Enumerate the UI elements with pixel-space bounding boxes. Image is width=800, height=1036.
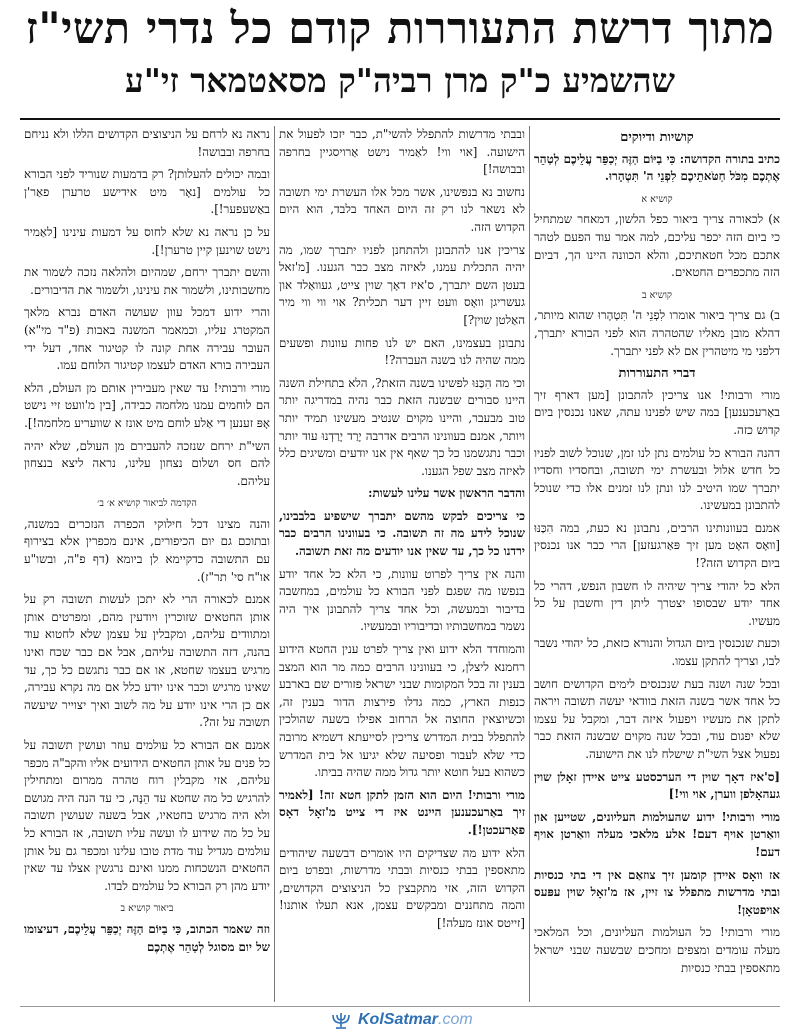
paragraph: נראה נא לרחם על הניצוצים הקדושים הללו ולא נניחם בחרפה ובבושה! xyxy=(24,127,270,159)
question-label-b: קושיא ב xyxy=(641,289,673,301)
paragraph: [ס'איז דאָך שוין די הערכסטע צייט איידן זאָלן שוין געהאָלפן ווערן, אוי ווי!] xyxy=(534,769,780,802)
paragraph: והשם יתברך ירחם, שמהיום ולהלאה נזכה לשמור את מחשבותינו, ולשמור את עינינו, ולשמור את הדיבורים. xyxy=(24,265,270,297)
paragraph: דהנה הבורא כל עולמים נתן לנו זמן, שנוכל לשוב לפניו כל חדש אלול ובעשרת ימי תשובה, ובחסדיו וחסדיו יתברך שמו היטיב לנו ונתן לנו זמנים אלו כדי שנוכל להתבונן במעשינו. xyxy=(534,445,780,513)
paragraph: ובבתי מדרשות להתפלל להשי"ת, כבר יזכו לפעול את הישועה. [אוי ווי! לאַמיר נישט אַרויסגיין בחרפה ובבושה!] xyxy=(279,127,525,177)
section-label-intro: הקדמה לביאור קושיא א׳ ב׳ xyxy=(97,498,197,510)
paragraph: נתבונן בעצמינו, האם יש לנו פחות עוונות ופשעים ממה שהיה לנו בשנה העברה?! xyxy=(279,335,525,368)
paragraph: מורי ורבותי! ידוע שהעולמות העליונים, שטייען און וואַרטן אויף דעם! אלע מלאכי מעלה וואַרטן אויף דעם! xyxy=(534,809,780,859)
paragraph: וכעת שנכנסין ביום הגדול והנורא כזאת, כל יהודי נשבר לבו, וצריך להתקן עצמו. xyxy=(534,636,780,669)
logo-brand-text: KolSatmar xyxy=(358,1011,439,1028)
text-column-2 xyxy=(279,126,525,1002)
footer-divider xyxy=(20,1006,780,1007)
question-label-a: קושיא א xyxy=(641,193,673,205)
paragraph: מורי ורבותי! היום הוא הזמן לתקן חטא זה! [לאמיר זיך באַרעכענען היינט איז די צייט מ'זאָל דאָס פאַרעכטן!]. xyxy=(279,787,525,837)
paragraph: השי"ת ירחם שנזכה להעבירם מן העולם, שלא יהיה להם חס ושלום נצחון עלינו, נראה ליצא בנצחון עליהם. xyxy=(24,438,270,488)
column-divider xyxy=(274,126,275,1002)
text-column-3 xyxy=(24,126,270,1002)
text-column-1 xyxy=(534,126,780,1002)
paragraph: הלא ידוע מה שצדיקים היו אומרים דבשעה שיהודים מתאספין בבתי כנסיות ובבתי מדרשות, ובפרט ביום הקדוש הזה, אזי מתקבצין כל הניצוצים הקדושים, והמה מתחננים ומבקשים עצמן, אנא תעלו אותנו! [זייטס אונז מעלה!] xyxy=(279,845,525,930)
page-title: מתוך דרשת התעוררות קודם כל נדרי תשי"ז xyxy=(25,4,775,54)
paragraph: ב) גם צריך ביאור אומרו לִפְנֵי ה' תִּטְהָרוּ שהוא מיותר, דהלא מובן מאליו שהטהרה הוא לפני הבורא יתברך, דלפני מי מיטהרין אם לא לפני יתברך. xyxy=(534,308,780,358)
paragraph: והנה מצינו דכל חילוקי הכפרה הנזכרים במשנה, ובתוכם גם יום הכיפורים, אינם מכפרין אלא בצירוף עם התשובה כדקיימא לן ביומא (דף פ"ה, ובשו"ע או"ח סי' תר"ז). xyxy=(24,516,270,584)
paragraph: הלא כל יהודי צריך שיהיה לו חשבון הנפש, דהרי כל אחד יודע שבסופו יצטרך ליתן דין וחשבון על כל מעשיו. xyxy=(534,578,780,628)
paragraph: ובמה יכולים להעלותן? רק בדמעות שנוריד לפני הבורא כל עולמים [נאָר מיט אידישע טרערן פאַר'ן באַשעפער!]. xyxy=(24,167,270,217)
paragraph: מורי ורבותי! עד שאין מעבירין אותם מן העולם, הלא הם לוחמים עמנו מלחמה כבידה, [בין מ'וועט זיי נישט אָפּ זענען די אַלע לוחם מיט אונז א שוועריע מלחמה!]. xyxy=(24,380,270,430)
paragraph: והרי ידוע דמכל עוון שעושה האדם נברא מלאך המקטרג עליו, וכמאמר המשנה באבות (פ"ד מי"א) העובר עבירה אחת קונה לו קטיגור אחד, דעל ידי העבירה בורא האדם לעצמו קטיגור הלוחם עמו. xyxy=(24,305,270,373)
paragraph: והדבר הראשון אשר עלינו לעשות: xyxy=(368,486,525,501)
paragraph: צריכין אנו להתבונן ולהתחנן לפניו יתברך שמו, מה יהיה התכלית עמנו, לאיזה מצב כבר הגענו. [מ'זאל בעטן השם יתברך, ס'איז דאָך שוין צייט, געוואַלד און געשריגן וואָס וועט זיין דער תכלית? אוי ווי ווי מיר האַלטן שוין?] xyxy=(279,242,525,327)
paragraph: על כן נראה נא שלא לחוס על דמעות עינינו [לאַמיר נישט שוינען קיין טרערן!]. xyxy=(24,224,270,257)
paragraph: אמנם אם הבורא כל עולמים עוזר ועושין תשובה על כל פנים על אותן החטאים הידועים אליו והקב"ה מכפר עליהם, אזי מקבלין רוח טהרה ממרום ומתחילין להרגיש כל מה שחטא עד הֵנָּה, כי עד הנה היה מגושם ולא היה מרגיש בחטאיו, אבל בשעה שעושין תשובה על כל מה שידוע לו ועשה עליו תשובה, אז הבורא כל עולמים מגדיל עוד מדת טובו עלינו ומכפר גם על אותן החטאים הנשכחות ממנו ואינם נרגשין אצלו עד שאין יודע מהן רק הבורא כל עולמים לבדו. xyxy=(24,738,270,893)
paragraph: כי צריכים לבקש מהשם יתברך שישפיע בלבבינו, שנוכל לידע מה זה תשובה. כי בעוונינו הרבים כבר ירדנו כל כך, עד שאין אנו יודעים מה זאת תשובה. xyxy=(279,508,525,559)
site-logo[interactable] xyxy=(330,1008,473,1032)
menorah-icon xyxy=(330,1010,352,1030)
paragraph: והנה אין צריך לפרוט עוונות, כי הלא כל אחד יודע בנפשו מה שפגם לפני הבורא כל עולמים, במחשבה בדיבור ובמעשה, וכל אחד צריך להתבונן איך היה נשמר במחשבותיו ובדיבוריו ובמעשיו. xyxy=(279,566,525,634)
logo-domain-text: .com xyxy=(438,1011,473,1028)
paragraph: ובכל שנה ושנה בעת שנכנסים לימים הקדושים חושב כל אחד אשר בשנה הזאת בוודאי יעשה תשובה ויראה לתקן את מעשיו ויפעול איזה דבר, ומקבל על עצמו שלא יפגום עוד, ובכל שנה מקוים שבשנה הזאת כבר נפעול אצל השי"ת שישלח לנו את הישועה. xyxy=(534,676,780,761)
paragraph: וכי מה הִכַּנּוּ לפשינו בשנה הזאת?, הלא בתחילת השנה היינו סבורים שבשנה הזאת כבר נהיה במדריגה יותר טוב מבעבר, והיינו מקוים שנטיב מעשינו תמיד יותר ויותר, אמנם בעוונינו הרבים אדרבה יָרַד יָרַדְנוּ עוד יותר וכבר נתגשמנו כל כך שאף אין אנו יודעים ומשיגים כלל לאיזה מצב שפל הגענו. xyxy=(279,375,525,478)
paragraph: נחשוב נא בנפשינו, אשר מכל אלו העשרת ימי תשובה לא נשאר לנו רק זה היום האחד בלבד, הוא היום הקדוש הזה. xyxy=(279,184,525,234)
section-label-explanation-b: ביאור קושיא ב xyxy=(120,903,174,915)
paragraph: אמנם בעוונותינו הרבים, נתבונן נא כעת, במה הִכַּנּוּ [וואָס האָט מען זיך פּאַרגעזען] הרי כבר אנו נכנסין ביום הקדוש הזה?! xyxy=(534,520,780,571)
paragraph: א) לכאורה צריך ביאור כפל הלשון, דמאחר שמתחיל כי ביום הזה יכפר עליכם, למה אמר עוד הפעם לטהר אתכם מכל חטאתיכם, והלא הכוונה היינו הך, דביום הזה מתכפרים החטאים. xyxy=(534,212,780,280)
section-heading-awakening: דברי התעוררות xyxy=(618,366,696,382)
paragraph: מורי ורבותי! כל העולמות העליונים, וכל המלאכי מעלה עומדים ומצפים ומחכים שבשעה שבני ישראל מתאספין בבתי כנסיות xyxy=(534,925,780,975)
header-divider xyxy=(20,118,780,120)
section-heading-questions: קושיות ודיוקים xyxy=(620,130,694,145)
paragraph: וזה שאמר הכתוב, כִּי בַיּוֹם הַזֶּה יְכַפֵּר עֲלֵיכֶם, דעיצומו של יום מסוגל לְטַהֵר אֶתְכֶם xyxy=(24,921,270,954)
paragraph: אז וואָס איידן קומען זיך צוזאַם אין די בתי כנסיות ובתי מדרשות מתפלל צו זיין, אז מ'זאָל שוין עפּעס אויפטאָן! xyxy=(534,867,780,917)
page-subtitle: שהשמיע כ"ק מרן רביה"ק מסאטמאר זי"ע xyxy=(125,61,675,100)
paragraph: אמנם לכאורה הרי לא יתכן לעשות תשובה רק על אותן החטאים שזוכרין ויודעין מהם, ומפרטים אותן ומתוודים עליהם, ומקבלין על עצמן שלא לחטוא עוד בהנה, דזה התשובה עליהם, אבל אם כבר שכח ואינו מרגיש בעצמו שחטא, או אם כבר נתגשם כל כך, עד שאינו מרגיש וכבר אינו יודע כלל אם מה נקרא עבירה, אם כן הרי אינו יודע על מה לשוב ואיך יצוייר שיעשה תשובה על זה?. xyxy=(24,592,270,730)
column-divider xyxy=(529,126,530,1002)
paragraph: והמוחדד הלא ידוע ואין צריך לפרט ענין החטא הידוע רחמנא ליצלן, כי בעוונינו הרבים כמה מר הוא המצב בענין זה בכל המקומות שבני ישראל פזורים שם בארבע כנפות הארץ, כמה גדלו פירצות הדור בענין זה, וכשיוצאין החוצה אל הרחוב אפילו בשעה שהולכין להתפלל בבית המדרש צריכין לסייעתא דשמיא מרובה כדי שלא לעבור ופסיעה שלא יגיעו אל בית המדרש כשהוא בעל חוטא יותר גדול ממה שהיה בביתו. xyxy=(279,642,525,780)
paragraph: כתיב בתורה הקדושה: כִּי בַיּוֹם הַזֶּה יְכַפֵּר עֲלֵיכֶם לְטַהֵר אֶתְכֶם מִכֹּל חַטֹּאתֵיכֶם לִפְנֵי ה' תִּטְהָרוּ. xyxy=(534,151,780,184)
paragraph: מורי ורבותי! אנו צריכין להתבונן [מען דארף זיך באַרעכענען] במה שיש לפנינו עתה, שאנו נכנסין ביום קדוש כזה. xyxy=(534,387,780,437)
